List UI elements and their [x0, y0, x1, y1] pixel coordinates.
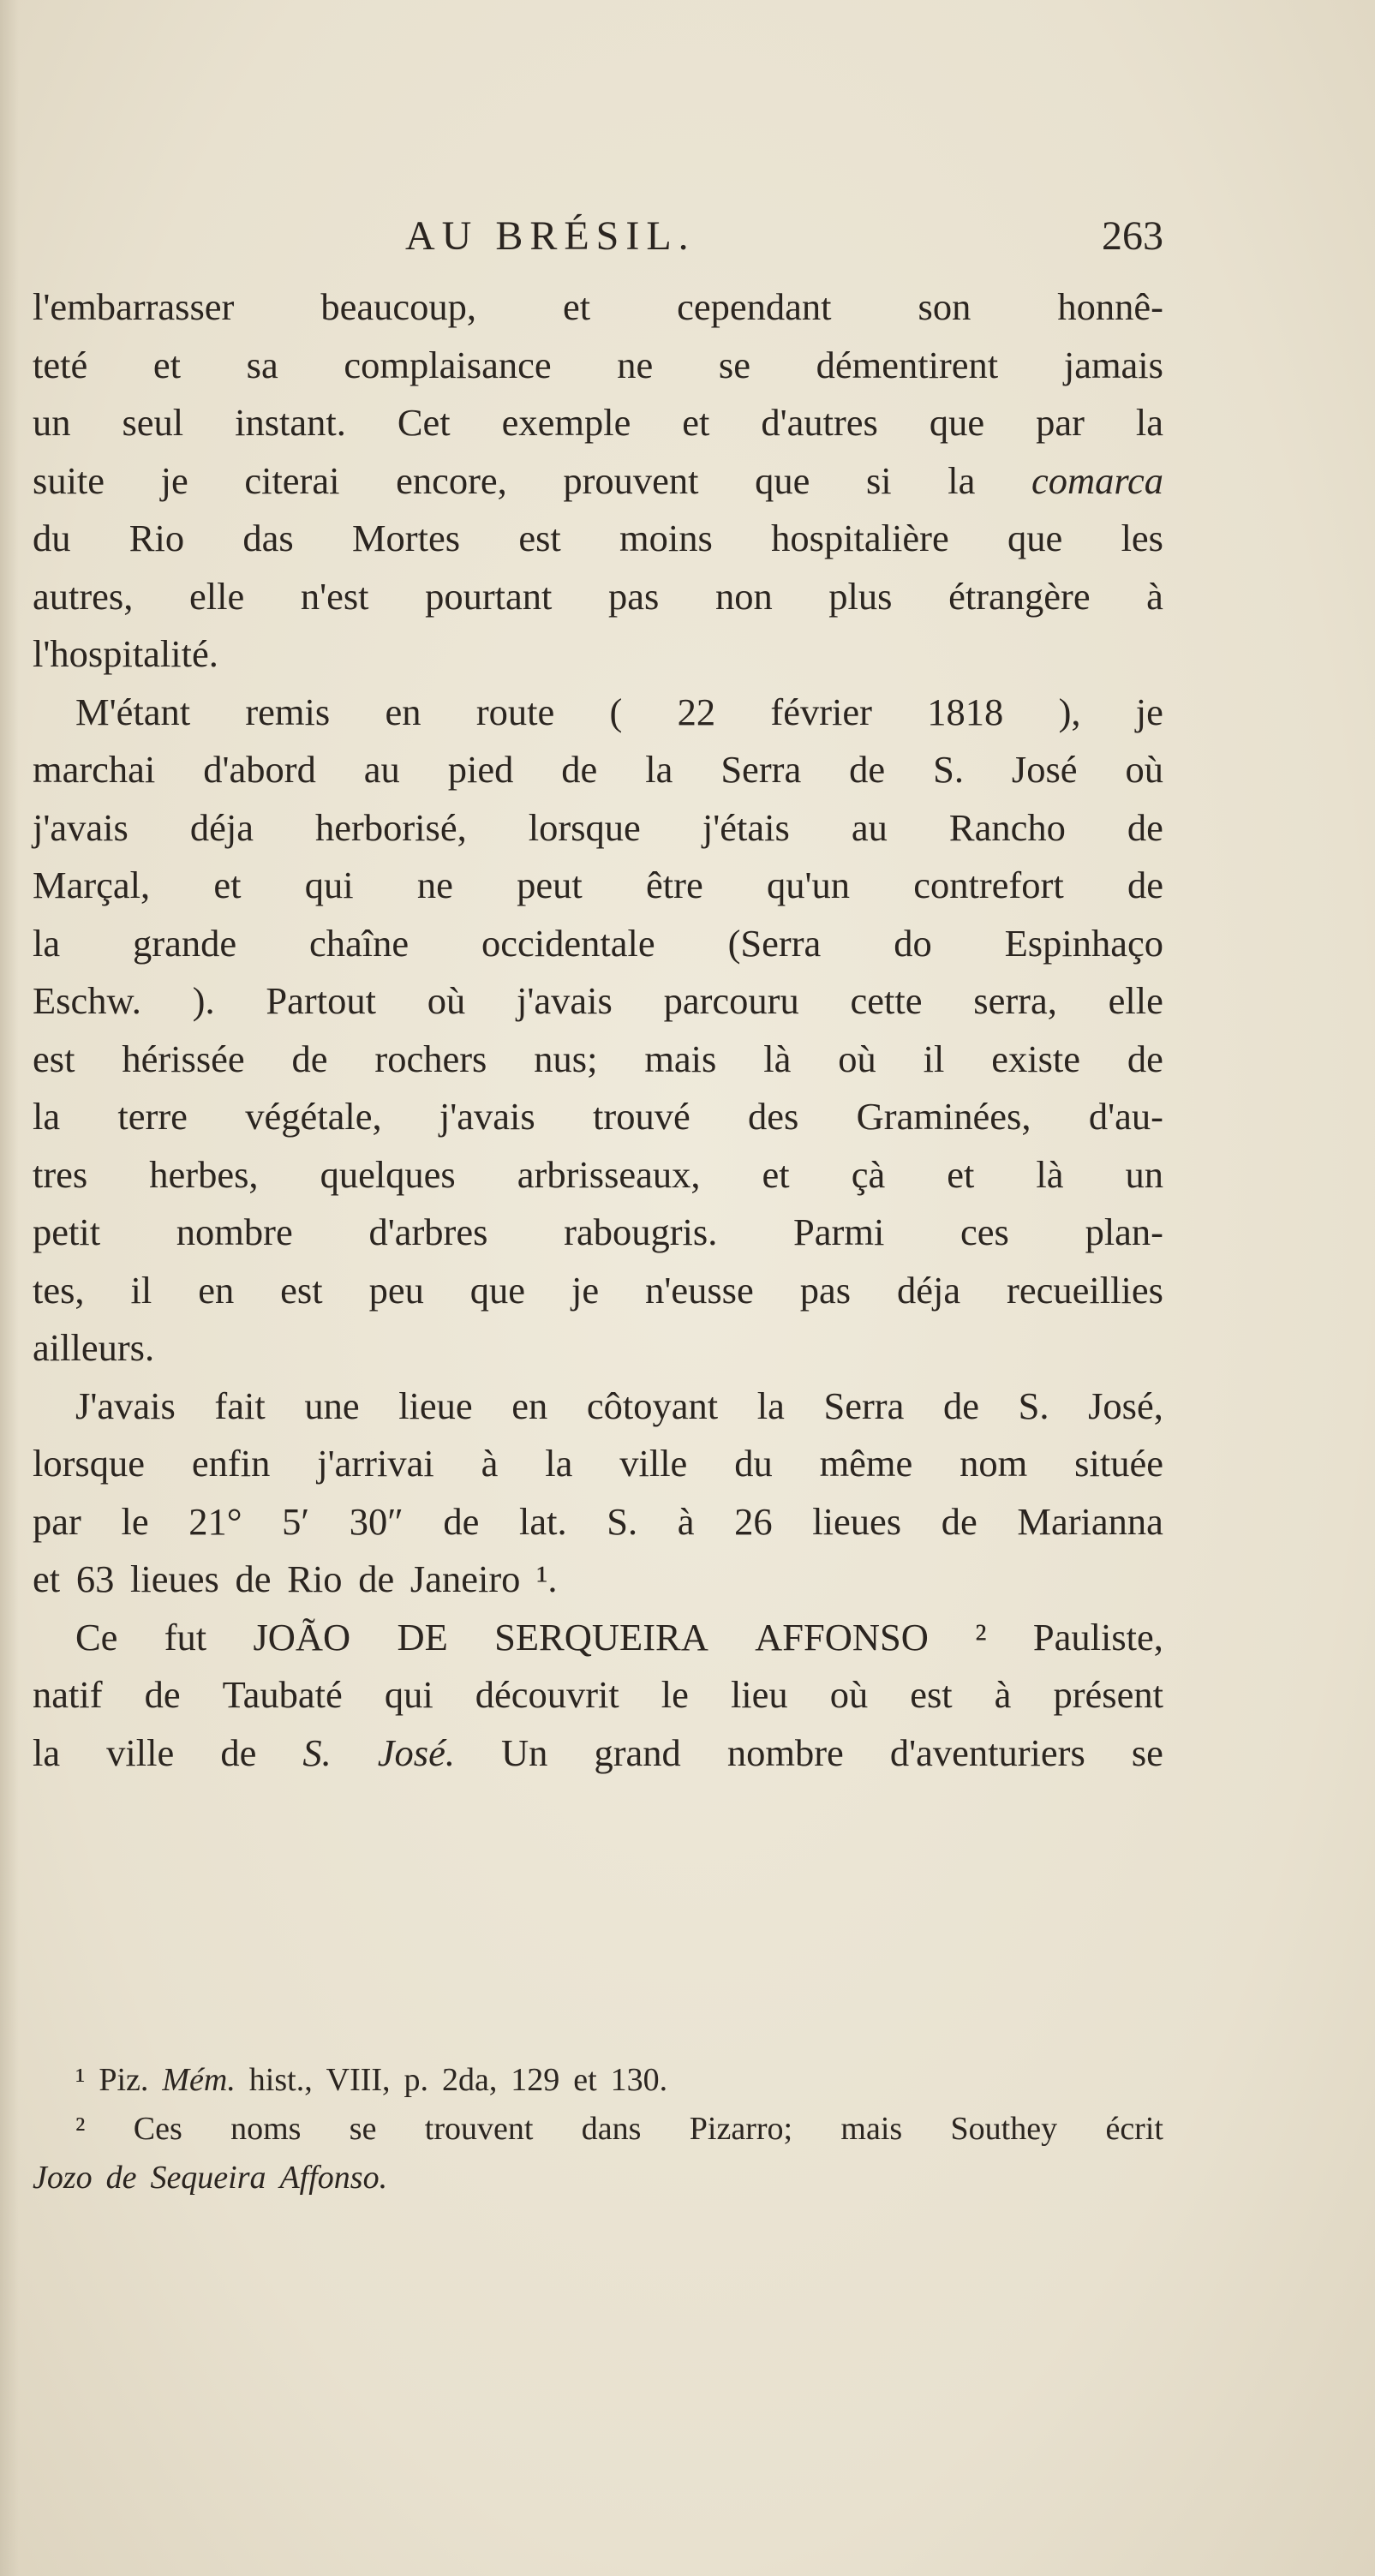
- word: je: [160, 458, 188, 502]
- word: où: [838, 1037, 876, 1080]
- word: démentirent: [816, 343, 999, 386]
- word: S.: [607, 1499, 638, 1543]
- word: se: [718, 343, 750, 386]
- text-line: [33, 1146, 1163, 1204]
- word: à: [481, 1442, 499, 1485]
- word: recueillies: [1007, 1268, 1163, 1312]
- word: est: [33, 1037, 75, 1080]
- word: nombre: [726, 1730, 844, 1774]
- word: Rio: [129, 517, 185, 559]
- word: de: [1127, 864, 1163, 906]
- word: çà: [851, 1152, 886, 1196]
- text-line: [33, 510, 1163, 568]
- word: Partout: [266, 979, 376, 1022]
- word: elle: [1108, 979, 1163, 1022]
- word: lat.: [519, 1499, 567, 1543]
- word: qui: [304, 864, 354, 906]
- word: son: [918, 285, 971, 328]
- word: Rancho: [948, 805, 1066, 849]
- word: j'avais: [33, 805, 129, 849]
- word: dans: [581, 2111, 642, 2147]
- word: cependant: [677, 285, 832, 328]
- word: au: [363, 748, 400, 791]
- word: est: [518, 517, 561, 559]
- word: enfin: [191, 1442, 271, 1485]
- word: Marianna: [1017, 1499, 1163, 1543]
- word: qu'un: [766, 864, 850, 906]
- word: pourtant: [425, 574, 553, 618]
- word: et: [762, 1152, 790, 1196]
- word: J'avais: [75, 1384, 176, 1427]
- word: de: [849, 748, 886, 791]
- word: il: [130, 1268, 152, 1312]
- word: Serra: [720, 748, 802, 791]
- word: nom: [960, 1442, 1028, 1485]
- word: José,: [1088, 1384, 1163, 1427]
- word: et: [563, 285, 591, 328]
- page-gutter-shadow: [0, 0, 19, 2576]
- word: de: [291, 1037, 328, 1080]
- word: et: [947, 1152, 975, 1196]
- word: hérissée: [122, 1037, 245, 1080]
- word: d'arbres: [368, 1210, 488, 1253]
- word: que: [469, 1268, 526, 1312]
- word: pas: [608, 574, 660, 618]
- word: ²: [975, 1615, 987, 1659]
- word: se: [349, 2111, 377, 2147]
- word: Pauliste,: [1032, 1615, 1163, 1659]
- page-number: 263: [1102, 213, 1163, 259]
- word: S.: [933, 748, 964, 791]
- word: das: [242, 517, 294, 559]
- text-line: [33, 684, 1163, 742]
- word: trouvent: [424, 2111, 534, 2147]
- word: que: [1007, 517, 1063, 559]
- word: du: [33, 517, 71, 559]
- word: citerai: [244, 458, 340, 502]
- word: encore,: [396, 458, 507, 502]
- word: nombre: [176, 1210, 293, 1253]
- word: Affonso.: [279, 2160, 388, 2196]
- word: complaisance: [344, 343, 552, 386]
- word: ville: [106, 1730, 175, 1774]
- word: au: [851, 805, 888, 849]
- word: terre: [117, 1095, 188, 1138]
- footnote-2: [33, 2105, 1163, 2154]
- word: est: [280, 1268, 323, 1312]
- word: rochers: [374, 1037, 487, 1080]
- word: plus: [828, 574, 893, 618]
- word: à: [1146, 574, 1163, 618]
- word: non: [714, 574, 773, 618]
- word: peut: [517, 864, 583, 906]
- word: à: [677, 1499, 695, 1543]
- word: lorsque: [33, 1442, 146, 1485]
- word: Graminées,: [856, 1095, 1031, 1138]
- word: la: [33, 921, 61, 965]
- word: 26: [734, 1499, 773, 1543]
- word: exemple: [501, 401, 631, 444]
- word: un: [33, 401, 71, 444]
- text-line: [33, 1204, 1163, 1262]
- word: Southey: [950, 2111, 1058, 2147]
- page-header: [33, 212, 1163, 272]
- word: ¹.: [536, 1557, 558, 1600]
- word: le: [661, 1673, 689, 1716]
- word: de: [941, 1499, 977, 1543]
- word: et: [213, 864, 242, 906]
- word: j'avais: [517, 979, 613, 1022]
- word: de: [358, 1557, 395, 1600]
- text-line: [33, 915, 1163, 973]
- word: où: [1125, 748, 1163, 791]
- word: ),: [1058, 690, 1081, 733]
- footnote-1: [33, 2056, 1163, 2105]
- word: Mém.: [162, 2062, 236, 2098]
- word: déja: [896, 1268, 961, 1312]
- word: située: [1074, 1442, 1163, 1485]
- word: (: [609, 690, 623, 733]
- word: S.: [302, 1730, 332, 1774]
- word: de: [561, 748, 598, 791]
- word: présent: [1053, 1673, 1163, 1716]
- word: natif: [33, 1673, 103, 1716]
- word: honnê-: [1057, 285, 1163, 328]
- word: la: [33, 1730, 61, 1774]
- word: rabougris.: [564, 1210, 718, 1253]
- text-line: [33, 625, 1163, 684]
- word: elle: [188, 574, 245, 618]
- word: d'aventuriers: [889, 1730, 1085, 1774]
- word: n'est: [300, 574, 369, 618]
- word: peu: [368, 1268, 424, 1312]
- word: est: [910, 1673, 953, 1716]
- word: nus;: [534, 1037, 598, 1080]
- word: se: [1131, 1730, 1163, 1774]
- word: S.: [1018, 1384, 1049, 1427]
- footnotes: [33, 2056, 1163, 2202]
- word: ).: [192, 979, 215, 1022]
- text-line: [33, 857, 1163, 915]
- word: où: [427, 979, 466, 1022]
- word: ne: [617, 343, 654, 386]
- text-line: [33, 394, 1163, 452]
- word: Ce: [75, 1615, 118, 1659]
- word: cette: [850, 979, 923, 1022]
- word: lieues: [812, 1499, 902, 1543]
- word: DE: [397, 1615, 448, 1659]
- word: Sequeira: [150, 2160, 266, 2196]
- text-line: [33, 452, 1163, 511]
- word: route: [475, 690, 555, 733]
- word: Ces: [133, 2111, 182, 2147]
- word: 22: [677, 690, 716, 733]
- word: herbes,: [149, 1152, 259, 1196]
- word: pied: [447, 748, 514, 791]
- word: du: [734, 1442, 773, 1485]
- footnote-2-continued: [33, 2154, 1163, 2202]
- text-line: [33, 1551, 1163, 1609]
- word: do: [894, 921, 932, 965]
- word: occidentale: [481, 921, 655, 965]
- word: p.: [404, 2062, 429, 2098]
- word: j'étais: [702, 805, 790, 849]
- word: hospitalière: [771, 517, 949, 559]
- word: lieues: [130, 1557, 219, 1600]
- word: Taubaté: [222, 1673, 343, 1716]
- word: un: [1125, 1152, 1163, 1196]
- word: la: [948, 458, 976, 502]
- word: Un: [501, 1730, 548, 1774]
- word: M'étant: [75, 690, 191, 733]
- word: la: [1135, 401, 1163, 444]
- word: même: [819, 1442, 913, 1485]
- word: là: [1036, 1152, 1064, 1196]
- text-line: [33, 278, 1163, 337]
- word: qui: [384, 1673, 433, 1716]
- word: que: [755, 458, 810, 502]
- word: 2da,: [441, 2062, 498, 2098]
- word: chaîne: [309, 921, 410, 965]
- running-head: AU BRÉSIL.: [405, 213, 696, 259]
- word: SERQUEIRA: [494, 1615, 708, 1659]
- word: grand: [594, 1730, 681, 1774]
- text-line: [33, 1435, 1163, 1493]
- word: et: [152, 343, 182, 386]
- word: de: [1127, 805, 1163, 849]
- word: Cet: [397, 401, 451, 444]
- word: lorsque: [528, 805, 641, 849]
- word: instant.: [235, 401, 346, 444]
- word: je: [571, 1268, 600, 1312]
- word: José: [1011, 748, 1078, 791]
- word: Mortes: [351, 517, 461, 559]
- word: prouvent: [563, 458, 699, 502]
- word: seul: [122, 401, 184, 444]
- text-line: [33, 1378, 1163, 1436]
- word: la: [756, 1384, 785, 1427]
- word: et: [682, 401, 710, 444]
- word: lieue: [398, 1384, 473, 1427]
- word: JOÃO: [253, 1615, 351, 1659]
- word: tes,: [33, 1268, 85, 1312]
- body-text: [33, 278, 1163, 1782]
- word: fait: [214, 1384, 266, 1427]
- word: AFFONSO: [755, 1615, 929, 1659]
- word: 63: [75, 1557, 115, 1600]
- text-line: [33, 741, 1163, 799]
- word: 21°: [188, 1499, 242, 1543]
- word: VIII,: [326, 2062, 391, 2098]
- word: Janeiro: [410, 1557, 521, 1600]
- word: 1818: [927, 690, 1004, 733]
- word: lieu: [730, 1673, 788, 1716]
- word: hist.,: [248, 2062, 313, 2098]
- word: des: [748, 1095, 799, 1138]
- word: où: [829, 1673, 869, 1716]
- word: écrit: [1105, 2111, 1163, 2147]
- word: ²: [75, 2111, 86, 2147]
- text-line: [33, 1609, 1163, 1667]
- word: ville: [619, 1442, 688, 1485]
- word: ailleurs.: [33, 1326, 155, 1369]
- word: 129: [511, 2062, 560, 2098]
- word: existe: [991, 1037, 1081, 1080]
- word: que: [929, 401, 985, 444]
- word: tres: [33, 1152, 88, 1196]
- word: février: [770, 690, 872, 733]
- word: la: [645, 748, 673, 791]
- word: Parmi: [793, 1210, 885, 1253]
- word: grande: [133, 921, 237, 965]
- word: ces: [960, 1210, 1009, 1253]
- word: Jozo: [33, 2160, 93, 2196]
- word: de: [105, 2160, 137, 2196]
- word: et: [573, 2062, 597, 2098]
- text-line: [33, 568, 1163, 626]
- word: Marçal,: [33, 864, 151, 906]
- word: l'hospitalité.: [33, 632, 218, 675]
- word: serra,: [973, 979, 1057, 1022]
- word: Serra: [823, 1384, 905, 1427]
- word: végétale,: [245, 1095, 382, 1138]
- word: les: [1121, 517, 1163, 559]
- word: de: [144, 1673, 181, 1716]
- word: teté: [33, 343, 88, 386]
- word: autres,: [33, 574, 134, 618]
- word: en: [511, 1384, 548, 1427]
- text-line: [33, 1262, 1163, 1320]
- word: petit: [33, 1210, 101, 1253]
- word: marchai: [33, 748, 156, 791]
- word: je: [1135, 690, 1163, 733]
- word: quelques: [320, 1152, 456, 1196]
- text-line: [33, 1666, 1163, 1724]
- word: côtoyant: [586, 1384, 719, 1427]
- word: comarca: [1031, 458, 1163, 502]
- word: José.: [377, 1730, 455, 1774]
- word: pas: [799, 1268, 852, 1312]
- word: ne: [416, 864, 453, 906]
- word: noms: [230, 2111, 302, 2147]
- text-line: [33, 972, 1163, 1031]
- word: (Serra: [727, 921, 822, 965]
- word: le: [121, 1499, 149, 1543]
- word: Espinhaço: [1004, 921, 1163, 965]
- word: mais: [840, 2111, 903, 2147]
- word: trouvé: [593, 1095, 690, 1138]
- word: si: [865, 458, 892, 502]
- word: j'avais: [439, 1095, 535, 1138]
- word: n'eusse: [645, 1268, 754, 1312]
- word: d'abord: [203, 748, 316, 791]
- word: de: [443, 1499, 480, 1543]
- word: parcouru: [663, 979, 799, 1022]
- word: arbrisseaux,: [517, 1152, 701, 1196]
- word: j'arrivai: [317, 1442, 434, 1485]
- word: Piz.: [99, 2062, 149, 2098]
- word: d'autres: [761, 401, 878, 444]
- word: en: [385, 690, 421, 733]
- word: d'au-: [1088, 1095, 1163, 1138]
- word: la: [33, 1095, 61, 1138]
- word: de: [942, 1384, 979, 1427]
- word: de: [235, 1557, 272, 1600]
- word: mais: [644, 1037, 717, 1080]
- word: par: [1036, 401, 1085, 444]
- text-line: [33, 1088, 1163, 1146]
- text-line: [33, 1319, 1163, 1378]
- word: herborisé,: [315, 805, 467, 849]
- word: ¹: [75, 2062, 86, 2098]
- word: par: [33, 1499, 81, 1543]
- word: et: [33, 1557, 61, 1600]
- word: remis: [245, 690, 331, 733]
- word: découvrit: [475, 1673, 619, 1716]
- word: 30″: [349, 1499, 404, 1543]
- word: de: [1127, 1037, 1163, 1080]
- word: sa: [246, 343, 278, 386]
- word: Pizarro;: [689, 2111, 793, 2147]
- word: moins: [619, 517, 713, 559]
- word: il: [923, 1037, 945, 1080]
- text-line: [33, 1493, 1163, 1551]
- word: de: [220, 1730, 257, 1774]
- word: là: [763, 1037, 792, 1080]
- word: l'embarrasser: [33, 285, 235, 328]
- text-line: [33, 1724, 1163, 1783]
- word: en: [198, 1268, 235, 1312]
- word: Rio: [287, 1557, 343, 1600]
- word: une: [304, 1384, 360, 1427]
- word: contrefort: [913, 864, 1064, 906]
- word: plan-: [1085, 1210, 1163, 1253]
- text-line: [33, 337, 1163, 395]
- word: suite: [33, 458, 105, 502]
- word: être: [646, 864, 703, 906]
- word: jamais: [1063, 343, 1163, 386]
- text-line: [33, 799, 1163, 858]
- word: étrangère: [948, 574, 1091, 618]
- word: 5′: [282, 1499, 310, 1543]
- word: 130.: [610, 2062, 668, 2098]
- word: déja: [189, 805, 254, 849]
- word: Eschw.: [33, 979, 141, 1022]
- text-line: [33, 1031, 1163, 1089]
- word: à: [994, 1673, 1012, 1716]
- word: beaucoup,: [320, 285, 476, 328]
- word: fut: [164, 1615, 207, 1659]
- word: la: [545, 1442, 573, 1485]
